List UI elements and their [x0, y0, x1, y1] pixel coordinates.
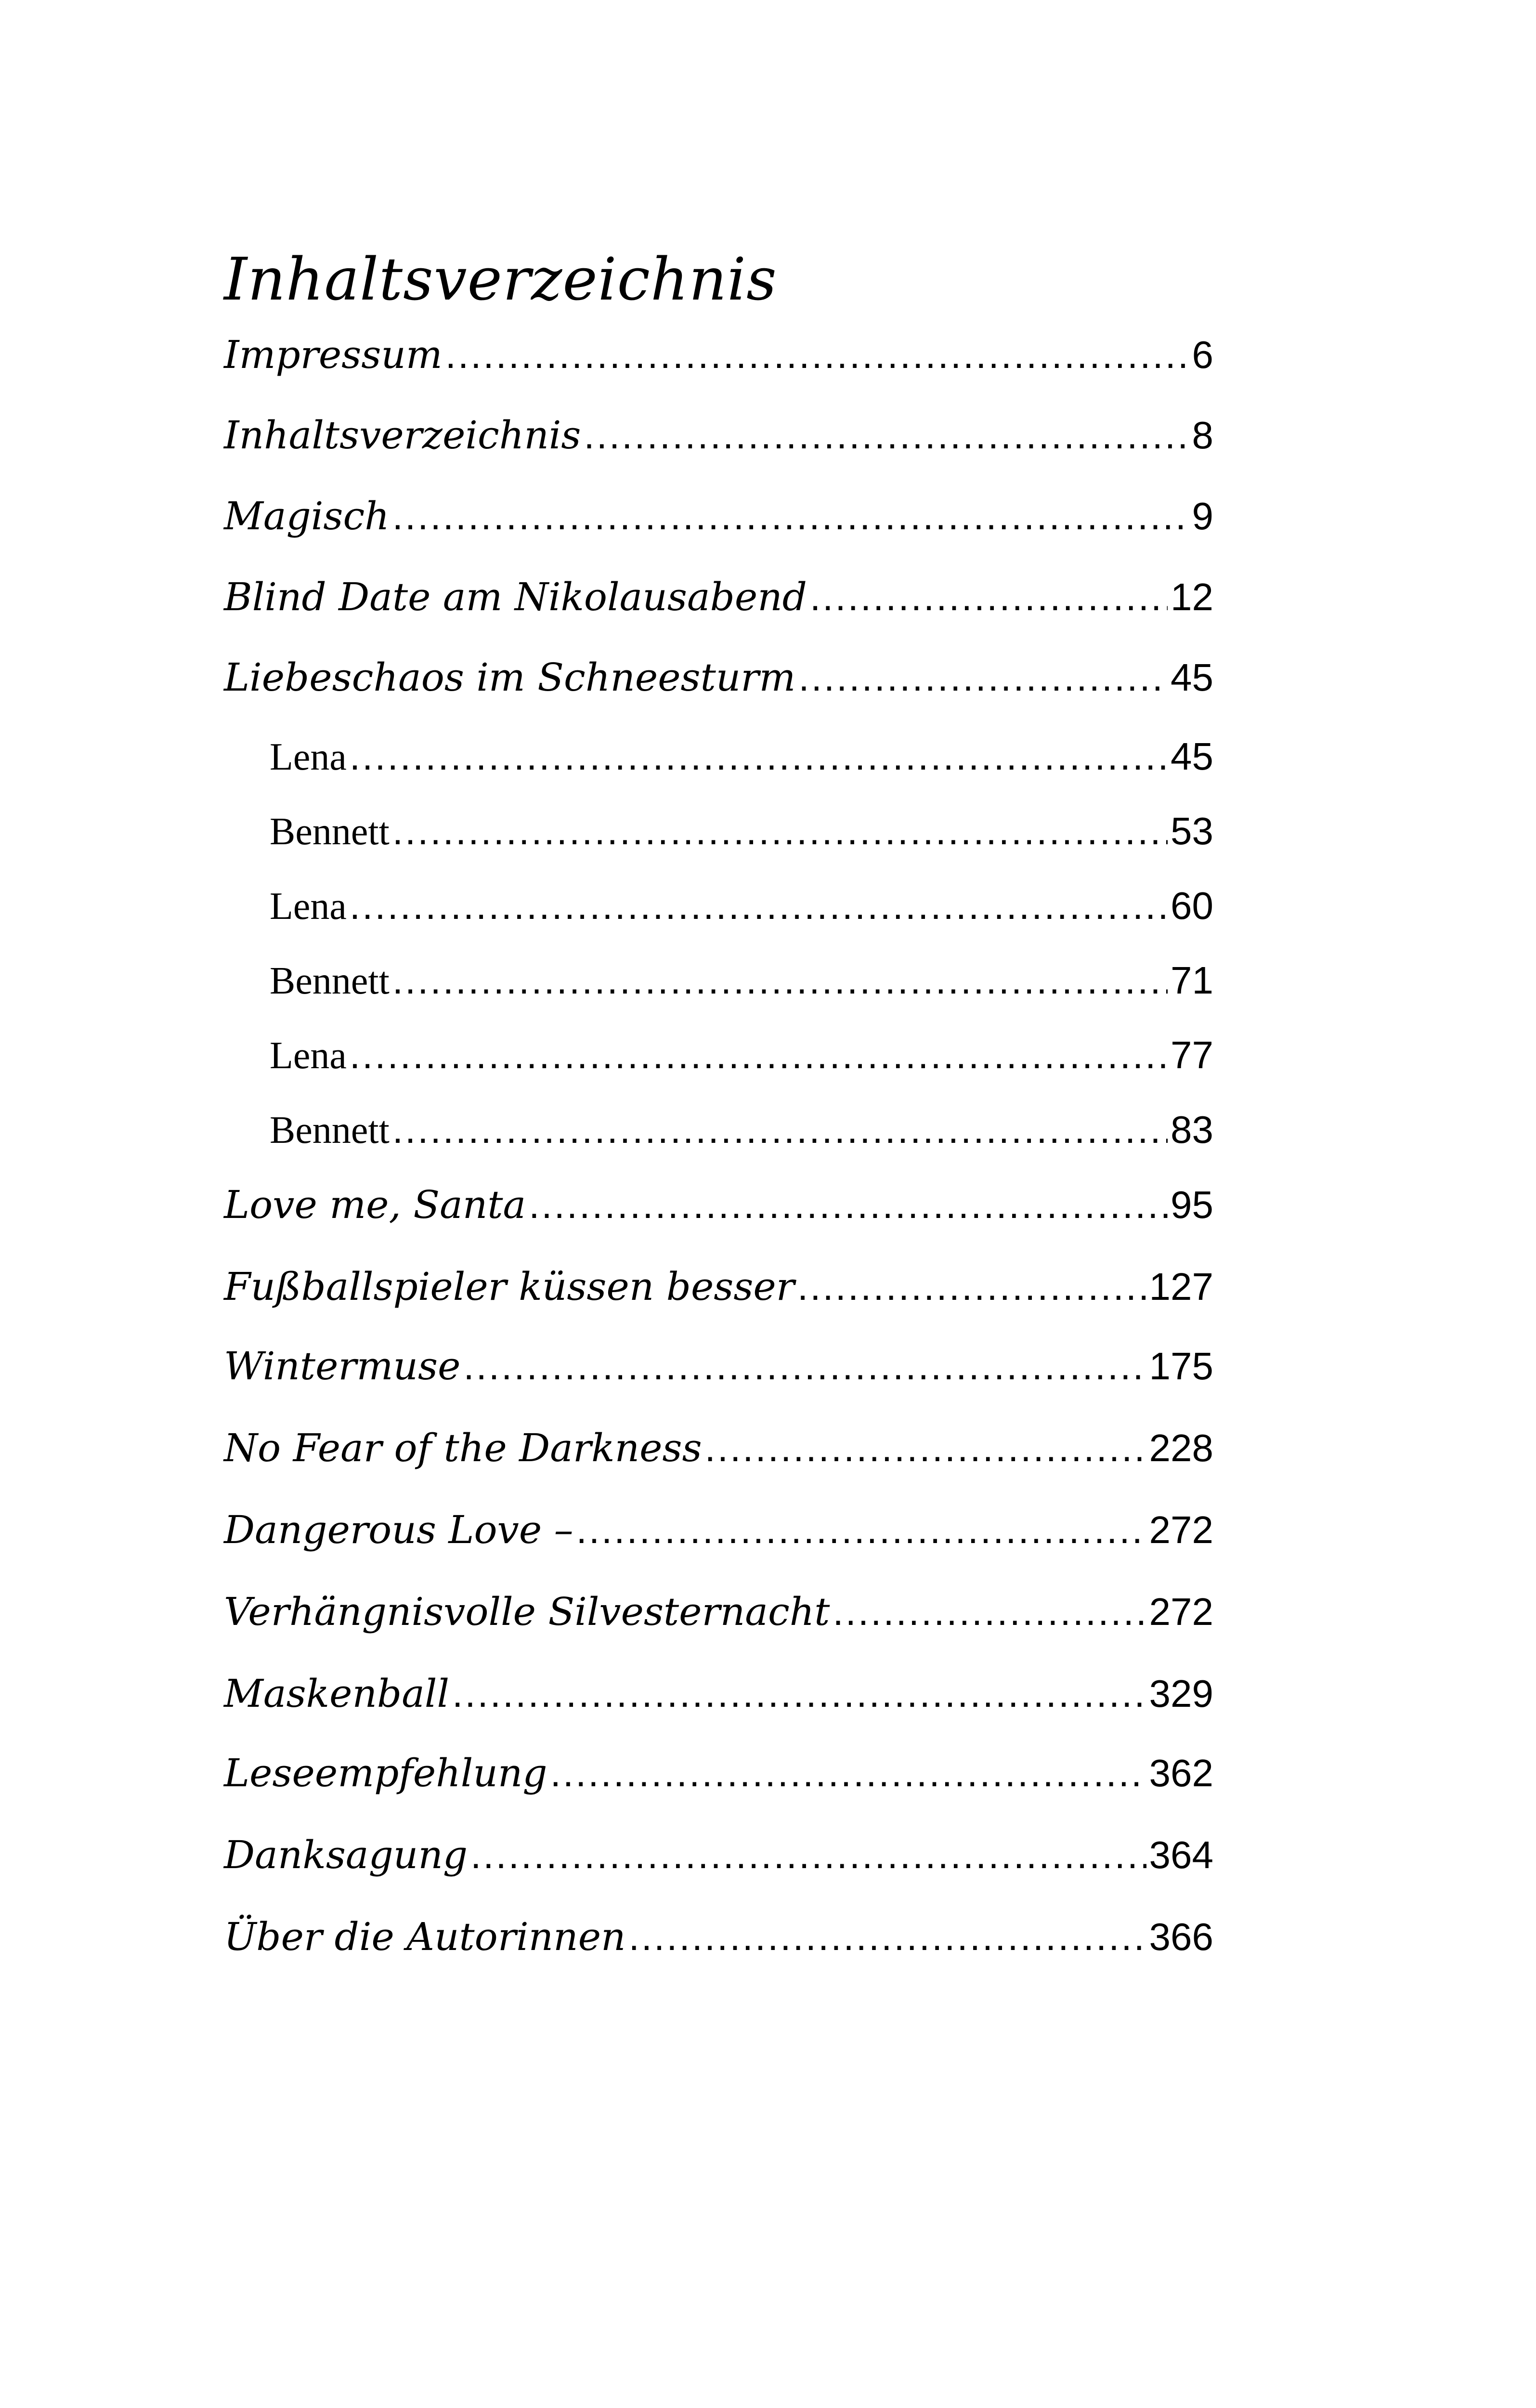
- toc-entry-label: Über die Autorinnen: [224, 1914, 626, 1959]
- toc-entry-label: Bennett: [270, 811, 390, 853]
- toc-entry-page-number: 45: [1171, 735, 1213, 778]
- dot-leader: [584, 413, 1189, 458]
- toc-entry-page-number: 364: [1149, 1833, 1213, 1876]
- dot-leader: [810, 575, 1168, 619]
- toc-entry-page-number: 83: [1171, 1108, 1213, 1151]
- toc-entry: [224, 655, 1213, 722]
- toc-entry-page-number: 272: [1149, 1508, 1213, 1551]
- dot-leader: [705, 1426, 1146, 1470]
- toc-entry: [224, 1671, 1213, 1739]
- dot-leader: [550, 1751, 1146, 1795]
- toc-entry: [224, 1589, 1213, 1657]
- toc-entry: [270, 809, 1213, 877]
- toc-entry-label: Impressum: [224, 332, 443, 377]
- toc-entry: [224, 1182, 1213, 1250]
- toc-entry-page-number: 175: [1149, 1345, 1213, 1387]
- toc-entry-page-number: 71: [1171, 959, 1213, 1002]
- dot-leader: [392, 958, 1168, 1003]
- toc-entry-label: Lena: [270, 736, 347, 778]
- dot-leader: [470, 1833, 1146, 1877]
- toc-entry-page-number: 366: [1149, 1915, 1213, 1958]
- dot-leader: [797, 1265, 1146, 1309]
- dot-leader: [350, 1033, 1168, 1077]
- toc-entry-label: Wintermuse: [224, 1344, 461, 1388]
- toc-entry: [224, 332, 1213, 400]
- toc-entry: [270, 958, 1213, 1026]
- dot-leader: [392, 809, 1168, 853]
- toc-entry-label: Magisch: [224, 494, 390, 538]
- toc-entry-label: Bennett: [270, 960, 390, 1002]
- page-title: Inhaltsverzeichnis: [224, 245, 777, 314]
- toc-entry-label: Fußballspieler küssen besser: [224, 1264, 794, 1309]
- toc-entry-label: Blind Date am Nikolausabend: [224, 575, 807, 619]
- dot-leader: [445, 333, 1189, 377]
- toc-entry: [224, 1426, 1213, 1493]
- toc-entry-label: Leseempfehlung: [224, 1751, 547, 1795]
- toc-entry: [270, 1033, 1213, 1100]
- toc-entry-page-number: 329: [1149, 1672, 1213, 1715]
- toc-entry-page-number: 6: [1192, 333, 1213, 376]
- toc-entry-page-number: 8: [1192, 414, 1213, 457]
- dot-leader: [452, 1672, 1146, 1716]
- toc-entry-label: No Fear of the Darkness: [224, 1426, 702, 1470]
- toc-entry: [224, 575, 1213, 642]
- toc-entry-label: Love me, Santa: [224, 1182, 526, 1227]
- toc-entry: [224, 1344, 1213, 1411]
- toc-entry-page-number: 53: [1171, 810, 1213, 852]
- toc-entry-label: Danksagung: [224, 1832, 468, 1877]
- dot-leader: [350, 884, 1168, 928]
- toc-entry: [270, 734, 1213, 802]
- toc-entry-label: Lena: [270, 1034, 347, 1077]
- toc-entry-label: Lena: [270, 885, 347, 928]
- dot-leader: [833, 1590, 1146, 1634]
- toc-entry-page-number: 45: [1171, 656, 1213, 699]
- toc-entry-label: Dangerous Love –: [224, 1507, 573, 1552]
- toc-entry: [224, 1832, 1213, 1900]
- dot-leader: [798, 655, 1168, 700]
- toc-entry-page-number: 12: [1171, 576, 1213, 618]
- dot-leader: [529, 1183, 1168, 1227]
- toc-entry-label: Liebeschaos im Schneesturm: [224, 655, 796, 700]
- toc-entry-label: Bennett: [270, 1109, 390, 1152]
- dot-leader: [392, 1108, 1168, 1152]
- toc-entry: [224, 413, 1213, 480]
- dot-leader: [392, 494, 1189, 538]
- dot-leader: [629, 1915, 1146, 1959]
- toc-entry-page-number: 272: [1149, 1590, 1213, 1633]
- toc-entry-label: Inhaltsverzeichnis: [224, 413, 581, 458]
- toc-entry-page-number: 77: [1171, 1034, 1213, 1076]
- toc-entry-page-number: 228: [1149, 1426, 1213, 1469]
- dot-leader: [576, 1508, 1146, 1552]
- toc-entry: [224, 494, 1213, 561]
- toc-entry-page-number: 60: [1171, 884, 1213, 927]
- toc-entry-page-number: 9: [1192, 495, 1213, 537]
- toc-entry-label: Verhängnisvolle Silvesternacht: [224, 1589, 830, 1634]
- dot-leader: [350, 734, 1168, 779]
- toc-entry-page-number: 362: [1149, 1752, 1213, 1794]
- toc-entry: [224, 1914, 1213, 1982]
- toc-entry: [270, 884, 1213, 951]
- toc-entry: [270, 1108, 1213, 1175]
- toc-entry-page-number: 127: [1149, 1265, 1213, 1308]
- toc-entry: [224, 1751, 1213, 1818]
- toc-entry-page-number: 95: [1171, 1183, 1213, 1226]
- toc-entry: [224, 1264, 1213, 1332]
- toc-entry-label: Maskenball: [224, 1671, 450, 1716]
- dot-leader: [463, 1344, 1146, 1388]
- toc-entry: [224, 1507, 1213, 1575]
